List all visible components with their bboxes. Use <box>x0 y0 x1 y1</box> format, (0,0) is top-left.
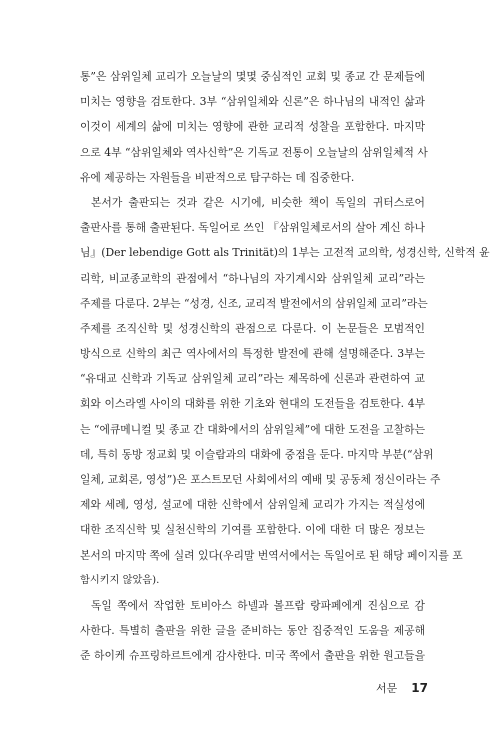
text-line: 이것이 세계의 삶에 미치는 영향에 관한 교리적 성찰을 포함한다. 마지막 <box>80 120 425 134</box>
text-line: 리학, 비교종교학의 관점에서 “하나님의 자기계시와 삼위일체 교리”라는 <box>80 271 425 285</box>
text-line: 방식으로 신학의 최근 역사에서의 특정한 발전에 관해 설명해준다. 3부는 <box>80 347 425 361</box>
page-number: 17 <box>411 681 428 695</box>
text-line: 통”은 삼위일체 교리가 오늘날의 몇몇 중심적인 교회 및 종교 간 문제들에 <box>80 70 425 83</box>
text-line: 님』(Der lebendige Gott als Trinität)의 1부는 고전적 교의학, 성경신학, 신학적 윤 <box>80 246 490 260</box>
text-line: “유대교 신학과 기독교 삼위일체 교리”라는 제목하에 신론과 관련하여 교 <box>80 372 425 386</box>
text-line: 미치는 영향을 검토한다. 3부 “삼위일체와 신론”은 하나님의 내적인 삶과 <box>80 95 425 109</box>
text-line: 회와 이스라엘 사이의 대화를 위한 기초와 현대의 도전들을 검토한다. 4부 <box>80 397 425 411</box>
text-line: 본서의 마지막 쪽에 실려 있다(우리말 번역서에서는 독일어로 된 해당 페이지를 포 <box>80 548 463 562</box>
text-line: 데, 특히 동방 정교회 및 이슬람과의 대화에 중점을 둔다. 마지막 부분(“삼위 <box>80 447 434 461</box>
running-header-title: 서문 <box>376 682 398 695</box>
text-line: 주제를 다룬다. 2부는 “성경, 신조, 교리적 발전에서의 삼위일체 교리”라는 <box>80 296 428 310</box>
text-line: 주제를 조직신학 및 성경신학의 관점으로 다룬다. 이 논문들은 모범적인 <box>80 321 425 335</box>
text-line: 독일 쪽에서 작업한 토비아스 하넬과 볼프람 랑파페에게 진심으로 감 <box>91 598 425 612</box>
text-line: 본서가 출판되는 것과 같은 시기에, 비슷한 책이 독일의 귀터스로어 <box>91 195 425 209</box>
text-line: 대한 조직신학 및 실천신학의 기여를 포함한다. 이에 대한 더 많은 정보는 <box>80 523 425 537</box>
body-text <box>80 64 490 669</box>
text-line: 유에 제공하는 자원들을 비판적으로 탐구하는 데 집중한다. <box>80 170 355 184</box>
text-line: 준 하이케 슈프링하르트에게 감사한다. 미국 쪽에서 출판을 위한 원고들을 <box>80 649 425 663</box>
text-line: 사한다. 특별히 출판을 위한 글을 준비하는 동안 집중적인 도움을 제공해 <box>80 624 425 638</box>
text-line: 함시키지 않았음). <box>80 574 160 586</box>
text-line: 일체, 교회론, 영성”)은 포스트모던 사회에서의 예배 및 공동체 정신이라는 주 <box>80 473 441 486</box>
text-line: 출판사를 통해 출판된다. 독일어로 쓰인 『삼위일체로서의 살아 계신 하나 <box>80 221 425 235</box>
text-line: 제와 세례, 영성, 설교에 대한 신학에서 삼위일체 교리가 가지는 적실성에 <box>80 498 425 512</box>
text-line: 으로 4부 “삼위일체와 역사신학”은 기독교 전통이 오늘날의 삼위일체적 사 <box>80 145 428 159</box>
text-line: 는 “에큐메니컬 및 종교 간 대화에서의 삼위일체”에 대한 도전을 고찰하는 <box>80 422 425 436</box>
page-footer <box>376 680 428 696</box>
